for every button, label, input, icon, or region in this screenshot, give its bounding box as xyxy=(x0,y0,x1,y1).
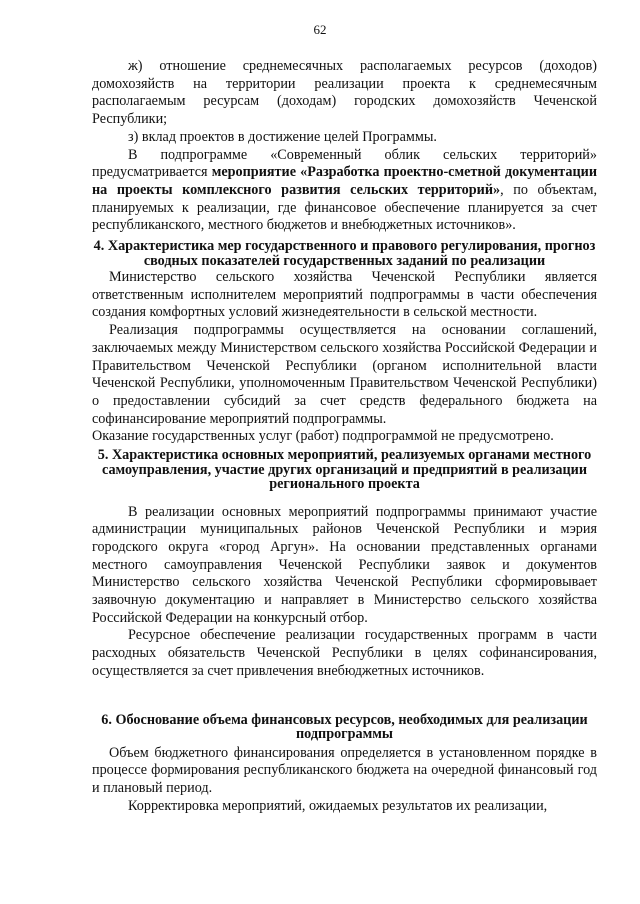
paragraph-implementation: Реализация подпрограммы осуществляется на основании соглашений, заключаемых между Министерством сельского хозяйства Российской Федерации и Правительством Чеченской Республики (органом исполнительной власти Чеченской Республики, уполномоченным Правительством Чеченской Республики) о предоставлении субсидий за счет средств федерального бюджета на софинансирование мероприятий подпрограммы. xyxy=(92,322,597,427)
paragraph-subprogram-text-a: В подпрограмме «Современный облик сельских территорий» предусматривается xyxy=(92,146,597,181)
paragraph-ministry: Министерство сельского хозяйства Чеченской Республики является ответственным исполнителем мероприятий подпрограммы в части обеспечения создания комфортных условий жизнедеятельности в сельской местности. xyxy=(92,269,597,321)
paragraph-z: з) вклад проектов в достижение целей Программы. xyxy=(128,128,437,145)
section-heading-6: 6. Обоснование объема финансовых ресурсов, необходимых для реализации подпрограммы xyxy=(101,711,588,743)
paragraph-participants: В реализации основных мероприятий подпрограммы принимают участие администрации муниципальных районов Чеченской Республики и мэрия городского округа «город Аргун». На основании представленных органами местного самоуправления Чеченской Республики заявок и документов Министерство сельского хозяйства Чеченской Республики сформировывает заявочную документацию и направляет в Министерство сельского хозяйства Российской Федерации на конкурсный отбор. xyxy=(92,503,597,626)
paragraph-subprogram-bold: мероприятие «Разработка проектно-сметной документации на проекты комплексного развития сельских территорий» xyxy=(92,164,597,198)
paragraph-budget-volume: Объем бюджетного финансирования определяется в установленном порядке в процессе формирования республиканского бюджета на очередной финансовый год и плановый период. xyxy=(92,744,597,796)
paragraph-subprogram-text-b: , по объектам, планируемых к реализации, где финансовое обеспечение планируется за счет республиканского, местного бюджетов и внебюджетных источников». xyxy=(92,181,597,234)
page-number: 62 xyxy=(313,22,327,37)
paragraph-subprogram xyxy=(92,147,597,236)
paragraph-resources: Ресурсное обеспечение реализации государственных программ в части расходных обязательств Чеченской Республики в целях софинансирования, осуществляется за счет привлечения внебюджетных источников. xyxy=(92,627,597,679)
paragraph-services: Оказание государственных услуг (работ) подпрограммой не предусмотрено. xyxy=(92,428,554,445)
section-heading-4: 4. Характеристика мер государственного и правового регулирования, прогноз сводных показателей государственных заданий по реализации xyxy=(93,238,596,269)
paragraph-adjustment: Корректировка мероприятий, ожидаемых результатов их реализации, xyxy=(128,797,548,814)
section-heading-5: 5. Характеристика основных мероприятий, реализуемых органами местного самоуправления, участие других организаций и предприятий в реализации регионального проекта xyxy=(97,447,592,493)
paragraph-zh: ж) отношение среднемесячных располагаемых ресурсов (доходов) домохозяйств на территории реализации проекта к среднемесячным располагаемым ресурсам (доходам) городских домохозяйств Чеченской Республики; xyxy=(92,58,597,128)
document-body xyxy=(92,58,597,815)
